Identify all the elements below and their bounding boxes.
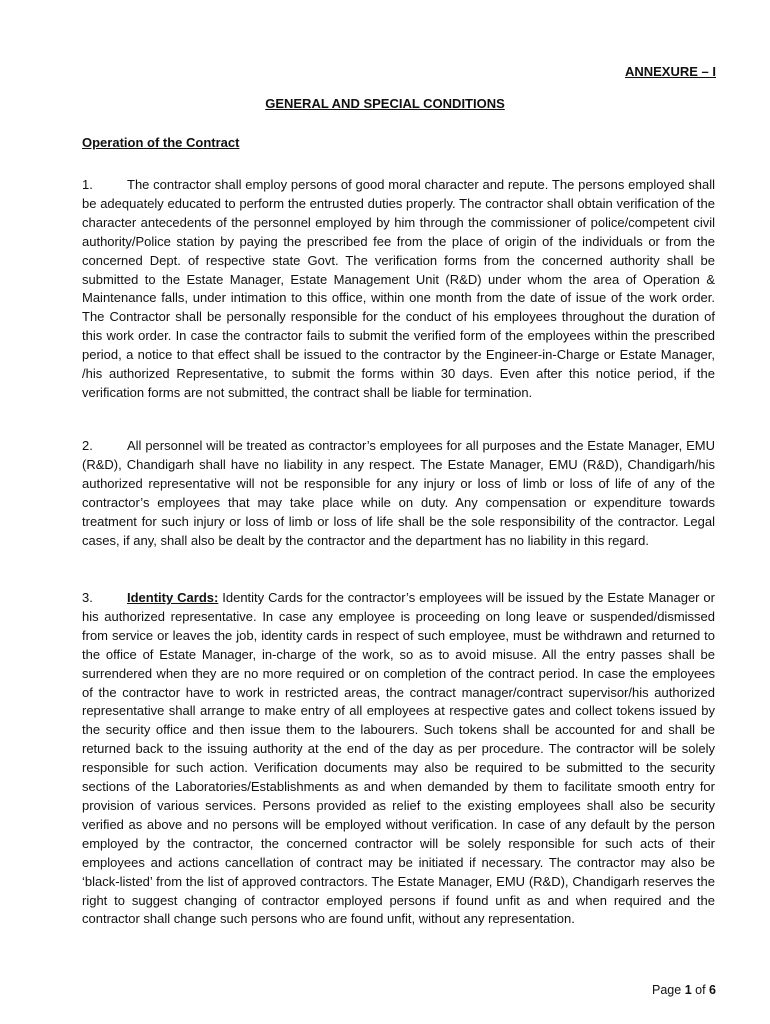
clause-heading: Identity Cards: <box>127 590 219 605</box>
current-page-number: 1 <box>684 983 692 997</box>
clause-number: 2. <box>82 438 93 453</box>
document-title: GENERAL AND SPECIAL CONDITIONS <box>265 96 505 111</box>
clause-number: 1. <box>82 177 93 192</box>
page-footer <box>652 983 716 997</box>
clause-number: 3. <box>82 590 93 605</box>
clause-2 <box>82 437 715 550</box>
annexure-label: ANNEXURE – I <box>624 64 716 79</box>
clause-text: The contractor shall employ persons of good moral character and repute. The persons employed shall be adequately educated to perform the entrusted duties properly. The contractor shall obtain verification of the character antecedents of the personnel employed by him through the commissioner of police/competent civil authority/Police station by paying the prescribed fee from the place of origin of the individuals or from the concerned Dept. of respective state Govt. The verification forms from the concerned authority shall be submitted to the Estate Manager, Estate Management Unit (R&D) under whom the area of Operation & Maintenance falls, under intimation to this office, within one month from the date of issue of the work order. The Contractor shall be personally responsible for the conduct of his employees throughout the duration of this work order. In case the contractor fails to submit the verified form of the employees within the prescribed period, a notice to that effect shall be issued to the contractor by the Engineer-in-Charge or Estate Manager, /his authorized Representative, to submit the forms within 30 days. Even after this notice period, if the verification forms are not submitted, the contract shall be liable for termination. <box>82 177 715 400</box>
clause-text: All personnel will be treated as contractor’s employees for all purposes and the Estate Manager, EMU (R&D), Chandigarh shall have no liability in any respect. The Estate Manager, EMU (R&D), Chandigarh/his authorized representative will not be responsible for any injury or loss of limb or loss of life of any of the contractor’s employees that may take place while on duty. Any compensation or expenditure towards treatment for such injury or loss of limb or loss of life shall be the sole responsibility of the contractor. Legal cases, if any, shall also be dealt by the contractor and the department has no liability in this regard. <box>82 438 715 548</box>
of-label: of <box>695 983 706 997</box>
clause-text: Identity Cards for the contractor’s employees will be issued by the Estate Manager or his authorized representative. In case any employee is proceeding on long leave or suspended/dismissed from service or leaves the job, identity cards in respect of such employee, must be withdrawn and returned to the office of Estate Manager, in-charge of the work, so as to avoid misuse. All the entry passes shall be surrendered when they are no more required or on completion of the contract period. In case the employees of the contractor have to work in restricted areas, the contract manager/contract supervisor/his authorized representative shall arrange to make entry of all employees at respective gates and collect tokens issued by the security office and then issue them to the labourers. Such tokens shall be accounted for and shall be returned back to the issuing authority at the end of the day as per procedure. The contractor will be solely responsible for such action. Verification documents may also be required to be submitted to the security sections of the Laboratories/Establishments as and when demanded by them to facilitate smooth entry for provision of various services. Persons provided as relief to the existing employees shall also be security verified as above and no persons will be employed without verification. In case of any default by the person employed by the contractor, the concerned contractor will be solely responsible for such acts of their employees and actions cancellation of contract may be initiated if necessary. The contractor may also be ‘black-listed’ from the list of approved contractors. The Estate Manager, EMU (R&D), Chandigarh reserves the right to suggest changing of contractor employed persons if found unfit as and when required and the contractor shall change such persons who are found unfit, without any representation. <box>82 590 715 927</box>
page-label: Page <box>652 983 682 997</box>
total-pages-number: 6 <box>709 983 716 997</box>
clause-1 <box>82 176 715 403</box>
clause-3 <box>82 589 715 929</box>
section-heading: Operation of the Contract <box>82 135 240 150</box>
